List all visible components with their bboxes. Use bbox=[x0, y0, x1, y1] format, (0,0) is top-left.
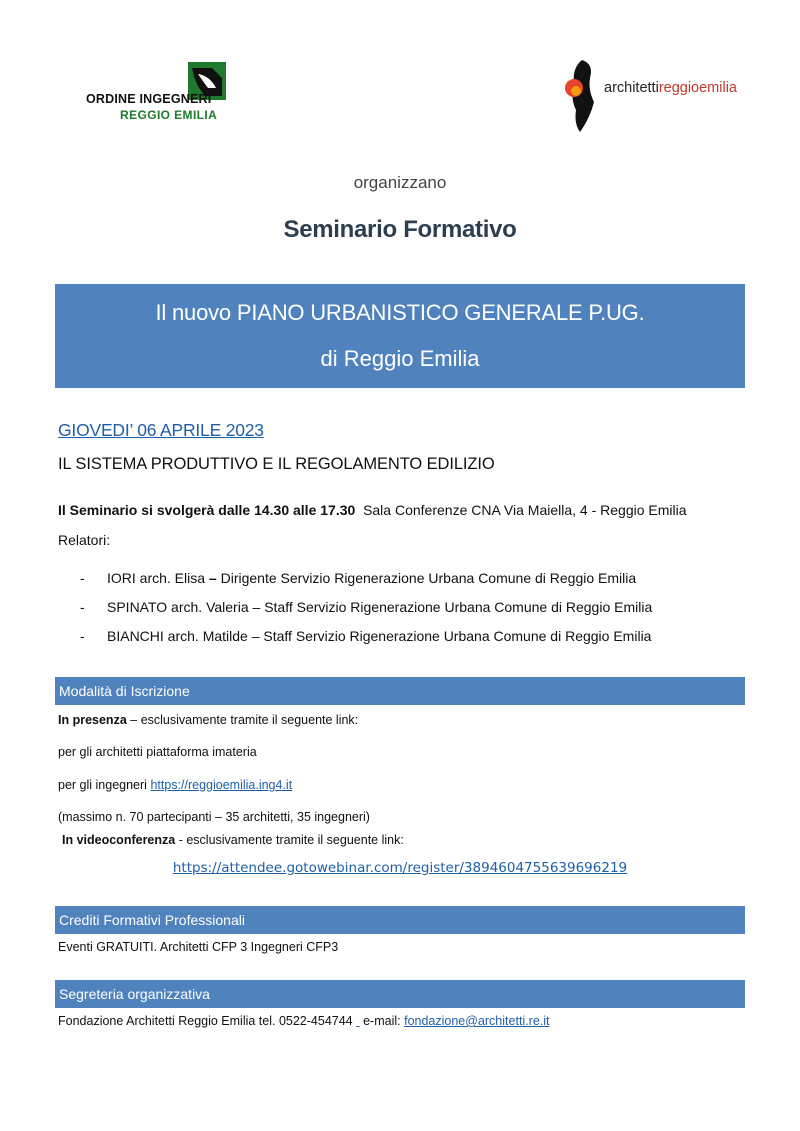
event-date: GIOVEDI’ 06 APRILE 2023 bbox=[58, 420, 264, 440]
speaker-separator: – bbox=[251, 628, 260, 644]
videoconferenza-text: - esclusivamente tramite il seguente link: bbox=[178, 833, 404, 847]
crediti-heading-bar bbox=[55, 906, 745, 934]
event-location: Sala Conferenze CNA Via Maiella, 4 - Reggio Emilia bbox=[363, 502, 687, 518]
event-time: Il Seminario si svolgerà dalle 14.30 alle 17.30 bbox=[58, 502, 356, 518]
segreteria-line bbox=[58, 1014, 550, 1028]
segreteria-heading: Segreteria organizzativa bbox=[59, 986, 210, 1002]
segreteria-heading-bar bbox=[55, 980, 745, 1008]
link-gap bbox=[356, 1014, 359, 1028]
event-subtitle: IL SISTEMA PRODUTTIVO E IL REGOLAMENTO EDILIZIO bbox=[58, 455, 495, 473]
speaker-name: IORI arch. Elisa bbox=[107, 570, 206, 586]
iscrizione-heading: Modalità di Iscrizione bbox=[59, 683, 190, 699]
event-type-heading: Seminario Formativo bbox=[283, 216, 517, 243]
speaker-item bbox=[80, 570, 720, 599]
webinar-link-row bbox=[0, 860, 800, 876]
ordine-ingegneri-name: ORDINE INGEGNERI bbox=[86, 92, 212, 106]
videoconferenza-label: In videoconferenza bbox=[62, 833, 176, 847]
list-dash: - bbox=[80, 599, 85, 615]
crediti-heading: Crediti Formativi Professionali bbox=[59, 912, 245, 928]
presenza-text: – esclusivamente tramite il seguente link: bbox=[130, 713, 359, 727]
speaker-separator: – bbox=[208, 570, 217, 586]
architetti-wordmark bbox=[604, 80, 737, 96]
ingegneri-line bbox=[58, 778, 292, 792]
speaker-separator: – bbox=[252, 599, 261, 615]
speaker-role: Staff Servizio Rigenerazione Urbana Comune di Reggio Emilia bbox=[264, 599, 653, 615]
organizzano-label: organizzano bbox=[353, 173, 447, 192]
architetti-line: per gli architetti piattaforma imateria bbox=[58, 745, 257, 759]
email-label: e-mail: bbox=[363, 1014, 401, 1028]
ordine-ingegneri-city: REGGIO EMILIA bbox=[120, 108, 218, 122]
crediti-text: Eventi GRATUITI. Architetti CFP 3 Ingegneri CFP3 bbox=[58, 940, 339, 954]
speaker-role: Staff Servizio Rigenerazione Urbana Comune di Reggio Emilia bbox=[263, 628, 652, 644]
title-banner bbox=[55, 284, 745, 388]
list-dash: - bbox=[80, 628, 85, 644]
speaker-item bbox=[80, 628, 720, 657]
ingegneri-prefix: per gli ingegneri bbox=[58, 778, 147, 792]
title-line-1: Il nuovo PIANO URBANISTICO GENERALE P.UG. bbox=[155, 300, 645, 325]
videoconferenza-line bbox=[62, 833, 404, 847]
architetti-wordmark-part1: architetti bbox=[604, 80, 659, 96]
architetti-reggioemilia-logo bbox=[560, 58, 770, 138]
relatori-label: Relatori: bbox=[58, 532, 111, 548]
email-link[interactable]: fondazione@architetti.re.it bbox=[404, 1014, 550, 1028]
speaker-name: SPINATO arch. Valeria bbox=[107, 599, 249, 615]
speaker-item bbox=[80, 599, 720, 628]
brush-stroke-icon bbox=[560, 58, 604, 134]
speaker-name: BIANCHI arch. Matilde bbox=[107, 628, 248, 644]
presenza-label: In presenza bbox=[58, 713, 127, 727]
speaker-role: Dirigente Servizio Rigenerazione Urbana Comune di Reggio Emilia bbox=[220, 570, 637, 586]
presenza-line bbox=[58, 713, 358, 727]
architetti-wordmark-part2: reggioemilia bbox=[658, 80, 737, 96]
webinar-registration-link[interactable]: https://attendee.gotowebinar.com/register/3894604755639696219 bbox=[172, 860, 628, 876]
event-info bbox=[58, 502, 687, 518]
segreteria-contact: Fondazione Architetti Reggio Emilia tel. 0522-454744 bbox=[58, 1014, 353, 1028]
participants-limit: (massimo n. 70 partecipanti – 35 architetti, 35 ingegneri) bbox=[58, 810, 370, 824]
iscrizione-heading-bar bbox=[55, 677, 745, 705]
ordine-ingegneri-logo bbox=[86, 58, 236, 128]
title-line-2: di Reggio Emilia bbox=[320, 346, 480, 371]
ingegneri-registration-link[interactable]: https://reggioemilia.ing4.it bbox=[150, 778, 293, 792]
speaker-list bbox=[80, 570, 720, 657]
list-dash: - bbox=[80, 570, 85, 586]
